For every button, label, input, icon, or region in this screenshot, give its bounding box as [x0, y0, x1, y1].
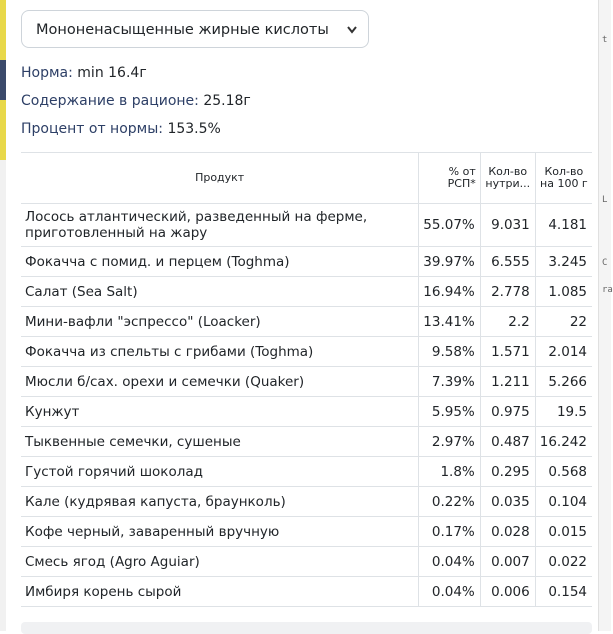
product-name-cell: Густой горячий шоколад — [21, 457, 419, 487]
amount-cell: 0.006 — [480, 577, 535, 607]
chevron-down-icon — [346, 11, 358, 64]
percent-cell: 0.04% — [419, 547, 480, 577]
amount-cell: 6.555 — [480, 247, 535, 277]
percent-cell: 0.04% — [419, 577, 480, 607]
percent-cell: 13.41% — [419, 307, 480, 337]
amount-cell: 0.035 — [480, 487, 535, 517]
background-text-fragment: C — [602, 258, 608, 268]
column-header-percent[interactable]: % от РСП* — [419, 153, 480, 204]
per100-cell: 3.245 — [535, 247, 592, 277]
percent-cell: 39.97% — [419, 247, 480, 277]
per100-cell: 16.242 — [535, 427, 592, 457]
table-row — [21, 307, 592, 337]
per100-cell: 0.104 — [535, 487, 592, 517]
table-row — [21, 547, 592, 577]
per100-cell: 0.154 — [535, 577, 592, 607]
amount-cell: 0.975 — [480, 397, 535, 427]
percent-cell: 1.8% — [419, 457, 480, 487]
content-stat — [21, 93, 251, 109]
per100-cell: 2.014 — [535, 337, 592, 367]
table-row — [21, 517, 592, 547]
product-name-cell: Мини-вафли "эспрессо" (Loacker) — [21, 307, 419, 337]
product-name-cell: Тыквенные семечки, сушеные — [21, 427, 419, 457]
amount-cell: 1.571 — [480, 337, 535, 367]
background-text-fragment: ra — [602, 285, 613, 295]
product-name-cell: Смесь ягод (Agro Aguiar) — [21, 547, 419, 577]
table-header-row — [21, 153, 592, 204]
products-table — [21, 152, 592, 607]
percent-cell: 0.17% — [419, 517, 480, 547]
product-name-cell: Салат (Sea Salt) — [21, 277, 419, 307]
per100-cell: 5.266 — [535, 367, 592, 397]
amount-cell: 0.295 — [480, 457, 535, 487]
background-text-fragment: L — [602, 195, 608, 205]
per100-cell: 0.568 — [535, 457, 592, 487]
table-row — [21, 427, 592, 457]
percent-cell: 7.39% — [419, 367, 480, 397]
product-name-cell: Мюсли б/сах. орехи и семечки (Quaker) — [21, 367, 419, 397]
norm-label: Норма: — [21, 65, 73, 81]
nutrient-detail-modal — [6, 0, 598, 631]
column-header-product[interactable]: Продукт — [21, 153, 419, 204]
table-row — [21, 577, 592, 607]
product-name-cell: Кале (кудрявая капуста, браунколь) — [21, 487, 419, 517]
per100-cell: 22 — [535, 307, 592, 337]
amount-cell: 0.007 — [480, 547, 535, 577]
product-name-cell: Фокачча из спельты с грибами (Toghma) — [21, 337, 419, 367]
percent-cell: 2.97% — [419, 427, 480, 457]
per100-cell: 0.015 — [535, 517, 592, 547]
column-header-per100[interactable]: Кол-во на 100 г — [535, 153, 592, 204]
per100-cell: 1.085 — [535, 277, 592, 307]
percent-cell: 55.07% — [419, 204, 480, 247]
amount-cell: 1.211 — [480, 367, 535, 397]
percent-cell: 16.94% — [419, 277, 480, 307]
percent-stat — [21, 121, 221, 137]
product-name-cell: Кунжут — [21, 397, 419, 427]
table-row — [21, 337, 592, 367]
modal-footer-edge — [21, 622, 592, 634]
column-header-amount[interactable]: Кол-во нутри... — [480, 153, 535, 204]
per100-cell: 19.5 — [535, 397, 592, 427]
percent-value: 153.5% — [167, 121, 221, 137]
norm-stat — [21, 65, 147, 81]
amount-cell: 2.778 — [480, 277, 535, 307]
norm-value: min 16.4г — [77, 65, 147, 81]
amount-cell: 9.031 — [480, 204, 535, 247]
percent-label: Процент от нормы: — [21, 121, 163, 137]
nutrient-select-value: Мононенасыщенные жирные кислоты — [36, 22, 329, 38]
product-name-cell: Фокачча с помид. и перцем (Toghma) — [21, 247, 419, 277]
table-row — [21, 487, 592, 517]
product-name-cell: Лосось атлантический, разведенный на ферме, приготовленный на жару — [21, 204, 419, 247]
amount-cell: 0.487 — [480, 427, 535, 457]
content-label: Содержание в рационе: — [21, 93, 199, 109]
background-text-fragment: t — [602, 35, 608, 45]
table-row — [21, 247, 592, 277]
percent-cell: 0.22% — [419, 487, 480, 517]
table-row — [21, 397, 592, 427]
product-name-cell: Кофе черный, заваренный вручную — [21, 517, 419, 547]
percent-cell: 5.95% — [419, 397, 480, 427]
per100-cell: 0.022 — [535, 547, 592, 577]
product-name-cell: Имбиря корень сырой — [21, 577, 419, 607]
nutrient-select[interactable] — [21, 10, 369, 48]
background-page-right-edge — [598, 0, 611, 631]
table-row — [21, 204, 592, 247]
amount-cell: 2.2 — [480, 307, 535, 337]
table-row — [21, 457, 592, 487]
amount-cell: 0.028 — [480, 517, 535, 547]
table-row — [21, 277, 592, 307]
per100-cell: 4.181 — [535, 204, 592, 247]
content-value: 25.18г — [203, 93, 251, 109]
table-row — [21, 367, 592, 397]
percent-cell: 9.58% — [419, 337, 480, 367]
